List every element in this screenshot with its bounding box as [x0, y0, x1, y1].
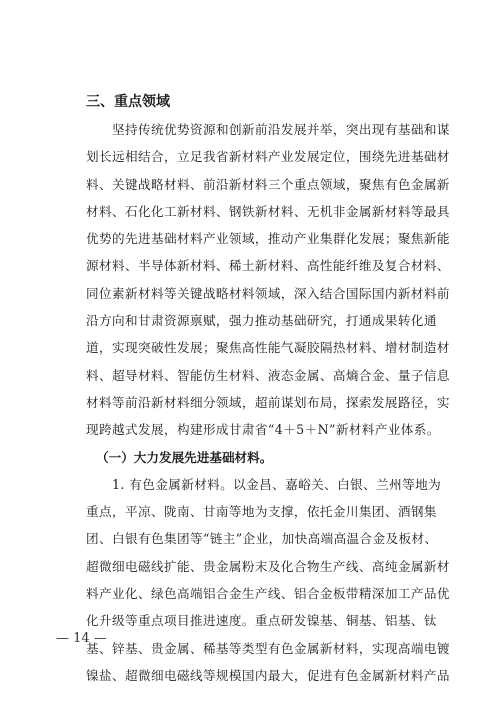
page-number: — 14 — [56, 631, 107, 646]
text-line: 同位素新材料等关键战略材料领域，深入结合国际国内新材料前 [86, 285, 450, 301]
text-line: 材料等前沿新材料细分领域，超前谋划布局，探索发展路径，实 [86, 394, 450, 410]
text-line: 现跨越式发展，构建形成甘肃省“4＋5＋N”新材料产业体系。 [86, 422, 440, 438]
text-line: 化升级等重点项目推进速度。重点研发镍基、铜基、铝基、钛 [86, 613, 437, 629]
text-line: 镍盐、超微细电磁线等规模国内最大，促进有色金属新材料产品 [86, 667, 450, 683]
text-line: 料、关键战略材料、前沿新材料三个重点领域，聚焦有色金属新 [86, 176, 450, 192]
text-line: 源材料、半导体新材料、稀土新材料、高性能纤维及复合材料、 [86, 258, 450, 274]
text-line: 团、白银有色集团等“链主”企业，加快高端高温合金及板材、 [86, 531, 438, 547]
text-line: 1. 有色金属新材料。以金昌、嘉峪关、白银、兰州等地为 [112, 476, 442, 492]
paragraph-key-areas [86, 116, 450, 444]
text-line: 基、锌基、贵金属、稀基等类型有色金属新材料，实现高端电镀 [86, 640, 450, 656]
text-line: 料产业化、绿色高端铝合金生产线、铝合金板带精深加工产品优 [86, 586, 450, 602]
text-line: 材料、石化化工新材料、钢铁新材料、无机非金属新材料等最具 [86, 203, 450, 219]
text-line: 重点，平凉、陇南、甘南等地为支撑，依托金川集团、酒钢集 [86, 504, 437, 520]
text-line: 超微细电磁线扩能、贵金属粉末及化合物生产线、高纯金属新材 [86, 558, 450, 574]
paragraph-nonferrous-materials [86, 471, 450, 689]
text-line: 划长远相结合，立足我省新材料产业发展定位，围绕先进基础材 [86, 149, 450, 165]
section-heading: 三、重点领域 [86, 94, 170, 110]
text-line: 沿方向和甘肃资源禀赋，强力推动基础研究，打通成果转化通 [86, 313, 437, 329]
subsection-heading: （一）大力发展先进基础材料。 [96, 449, 273, 465]
page-content [86, 88, 450, 689]
text-line: 料、超导材料、智能仿生材料、液态金属、高熵合金、量子信息 [86, 367, 450, 383]
text-line: 优势的先进基础材料产业领域，推动产业集群化发展；聚焦新能 [86, 231, 450, 247]
text-line: 坚持传统优势资源和创新前沿发展并举，突出现有基础和谋 [112, 122, 450, 137]
text-line: 道，实现突破性发展；聚焦高性能气凝胶隔热材料、增材制造材 [86, 340, 450, 356]
